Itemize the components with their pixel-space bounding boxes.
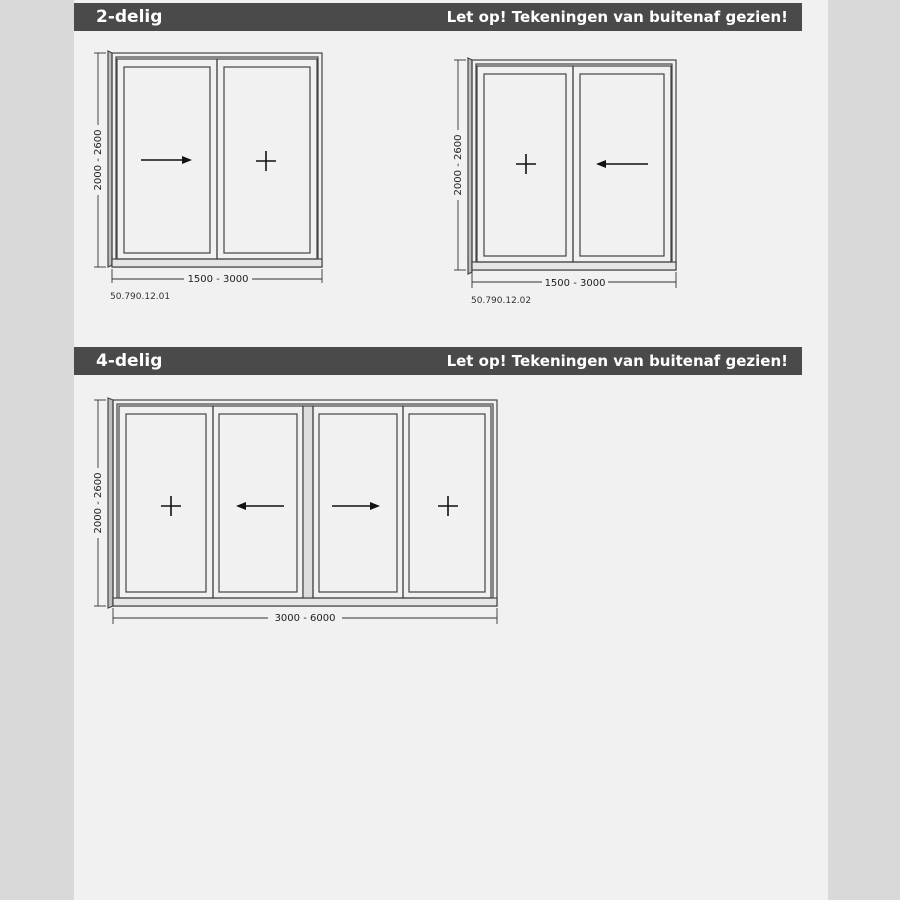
catalog-page [74,0,828,900]
width-dimension-label: 1500 - 3000 [187,274,249,285]
height-dimension-label: 2000 - 2600 [453,134,464,196]
width-dimension-label: 1500 - 3000 [544,278,606,289]
section-title: 2-delig [96,7,163,27]
door-drawing-4-delig [86,392,506,632]
product-code: 50.790.12.01 [110,292,171,302]
section-header-2-delig [74,3,802,31]
section-note: Let op! Tekeningen van buitenaf gezien! [446,352,788,370]
door-drawing-2-delig-left [84,45,324,285]
door-drawing-2-delig-right [444,52,684,292]
product-code: 50.790.12.02 [471,296,532,306]
height-dimension-label: 2000 - 2600 [93,472,104,534]
height-dimension-label: 2000 - 2600 [93,129,104,191]
section-note: Let op! Tekeningen van buitenaf gezien! [446,8,788,26]
width-dimension-label: 3000 - 6000 [274,613,336,624]
section-header-4-delig [74,347,802,375]
section-title: 4-delig [96,351,163,371]
